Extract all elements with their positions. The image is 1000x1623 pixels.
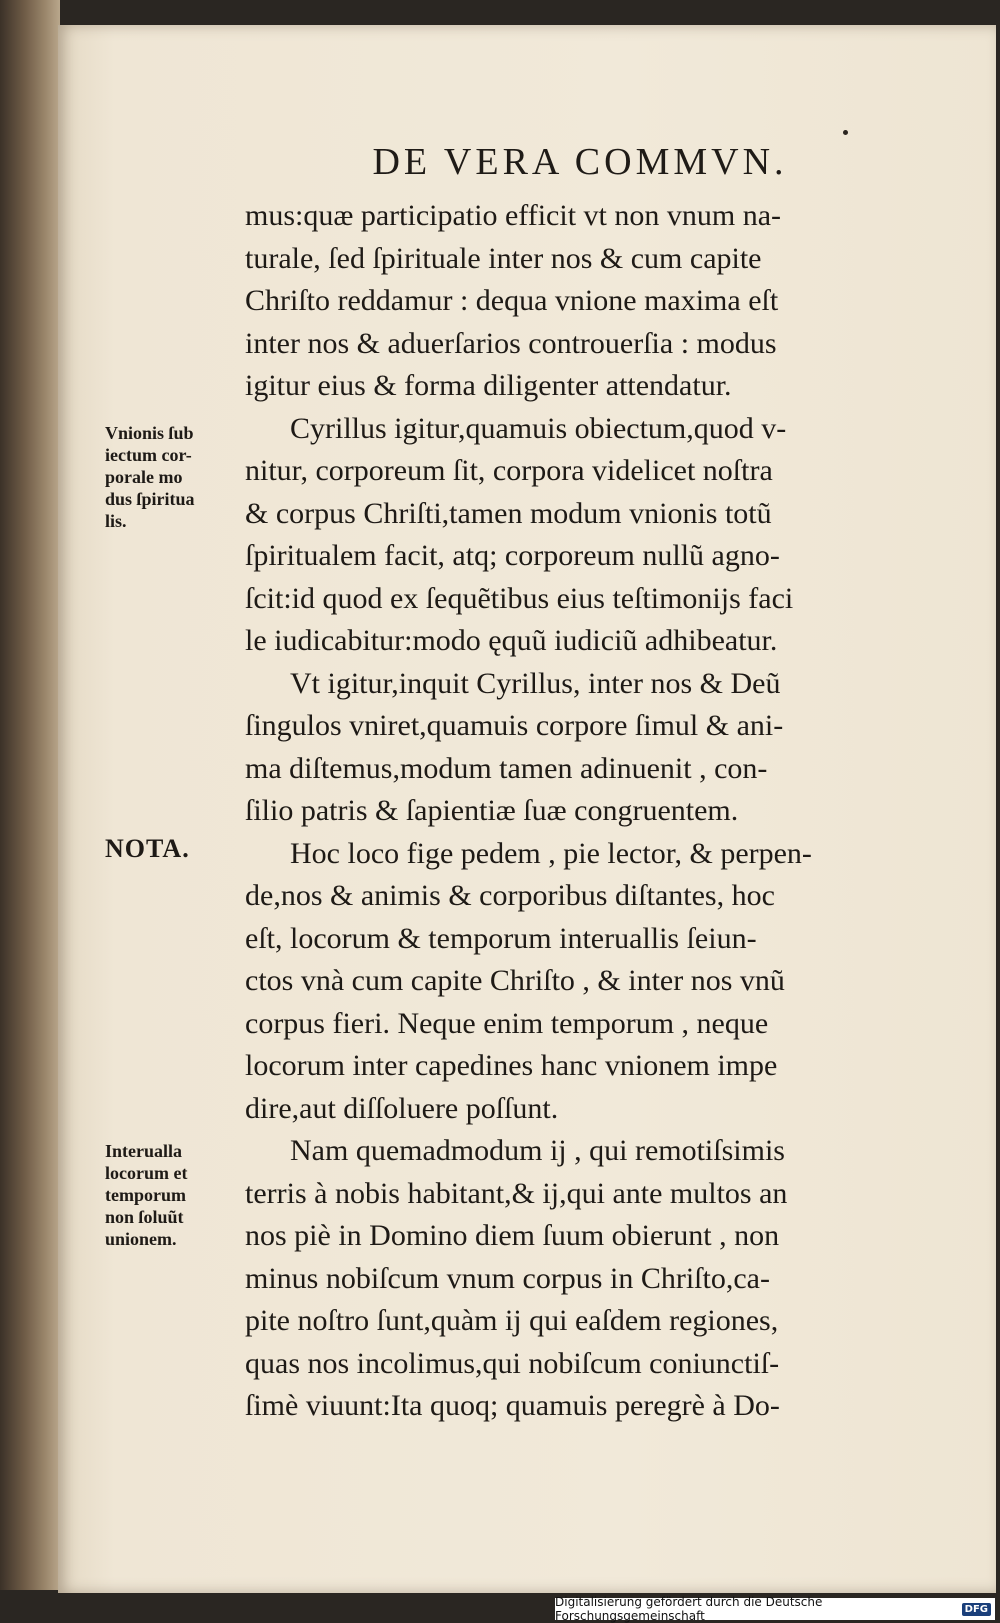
text-line: ſingulos vniret,quamuis corpore ſimul & ani- bbox=[245, 709, 784, 742]
marginal-line: temporum bbox=[105, 1185, 186, 1205]
ink-dot bbox=[843, 130, 848, 135]
text-line: le iudicabitur:modo ęquũ iudiciũ adhibeatur. bbox=[245, 624, 778, 657]
marginal-note-nota bbox=[105, 834, 245, 863]
book-spine-edge bbox=[0, 0, 60, 1590]
marginal-line: Interualla bbox=[105, 1141, 183, 1161]
marginal-line: non ſoluũt bbox=[105, 1207, 184, 1227]
text-line: minus nobiſcum vnum corpus in Chriſto,ca- bbox=[245, 1261, 770, 1295]
dfg-logo: DFG bbox=[962, 1603, 991, 1616]
text-line: pite noſtro ſunt,quàm ij qui eaſdem regiones, bbox=[245, 1304, 779, 1337]
text-line: Nam quemadmodum ij , qui remotiſsimis bbox=[290, 1134, 785, 1167]
text-line: ſcit:id quod ex ſequẽtibus eius teſtimonijs faci bbox=[245, 581, 794, 615]
marginal-note-intervals bbox=[105, 1140, 245, 1250]
text-line: terris à nobis habitant,& ij,qui ante multos an bbox=[245, 1176, 788, 1210]
marginal-line: iectum cor- bbox=[105, 445, 192, 465]
marginal-line: unionem. bbox=[105, 1229, 177, 1249]
text-line: dire,aut diſſoluere poſſunt. bbox=[245, 1091, 559, 1125]
text-line: corpus fieri. Neque enim temporum , neque bbox=[245, 1006, 769, 1040]
text-line: nos piè in Domino diem ſuum obierunt , non bbox=[245, 1219, 780, 1252]
text-line: de,nos & animis & corporibus diſtantes, hoc bbox=[245, 879, 775, 912]
credit-text: Digitalisierung gefördert durch die Deutsche Forschungsgemeinschaft bbox=[555, 1595, 823, 1623]
text-line: ctos vnà cum capite Chriſto , & inter nos vnũ bbox=[245, 964, 785, 997]
text-line: ſimè viuunt:Ita quoq; quamuis peregrè à Do- bbox=[245, 1389, 780, 1422]
text-line: igitur eius & forma diligenter attendatur. bbox=[245, 369, 732, 402]
text-line: Chriſto reddamur : dequa vnione maxima eſt bbox=[245, 284, 779, 317]
text-line: Hoc loco fige pedem , pie lector, & perpen- bbox=[290, 836, 812, 870]
text-line: quas nos incolimus,qui nobiſcum coniunctiſ- bbox=[245, 1346, 780, 1380]
text-line: locorum inter capedines hanc vnionem impe bbox=[245, 1049, 778, 1082]
text-line: & corpus Chriſti,tamen modum vnionis totũ bbox=[245, 496, 772, 530]
text-line: ma diſtemus,modum tamen adinuenit , con- bbox=[245, 751, 768, 785]
marginal-line: lis. bbox=[105, 511, 127, 531]
text-line: turale, ſed ſpirituale inter nos & cum capite bbox=[245, 241, 762, 275]
running-header: DE VERA COMMVN. bbox=[372, 141, 788, 183]
marginal-line: locorum et bbox=[105, 1163, 188, 1183]
text-line: inter nos & aduerſarios controuerſia : modus bbox=[245, 326, 777, 360]
text-line: eſt, locorum & temporum interuallis ſeiun- bbox=[245, 921, 757, 955]
text-line: Cyrillus igitur,quamuis obiectum,quod v- bbox=[290, 411, 787, 445]
text-line: mus:quæ participatio efficit vt non vnum na- bbox=[245, 199, 782, 232]
marginal-note-union bbox=[105, 422, 245, 532]
digitization-credit bbox=[555, 1595, 995, 1623]
marginal-line: porale mo bbox=[105, 467, 183, 487]
marginal-line: Vnionis ſub bbox=[105, 423, 194, 443]
main-text-block bbox=[245, 195, 945, 1428]
marginal-line: dus ſpiritua bbox=[105, 489, 195, 509]
text-line: ſilio patris & ſapientiæ ſuæ congruentem. bbox=[245, 794, 739, 827]
text-line: Vt igitur,inquit Cyrillus, inter nos & Deũ bbox=[290, 666, 781, 700]
text-line: ſpiritualem facit, atq; corporeum nullũ agno- bbox=[245, 539, 780, 572]
text-line: nitur, corporeum ſit, corpora videlicet noſtra bbox=[245, 454, 773, 487]
marginal-line: NOTA. bbox=[105, 834, 190, 863]
